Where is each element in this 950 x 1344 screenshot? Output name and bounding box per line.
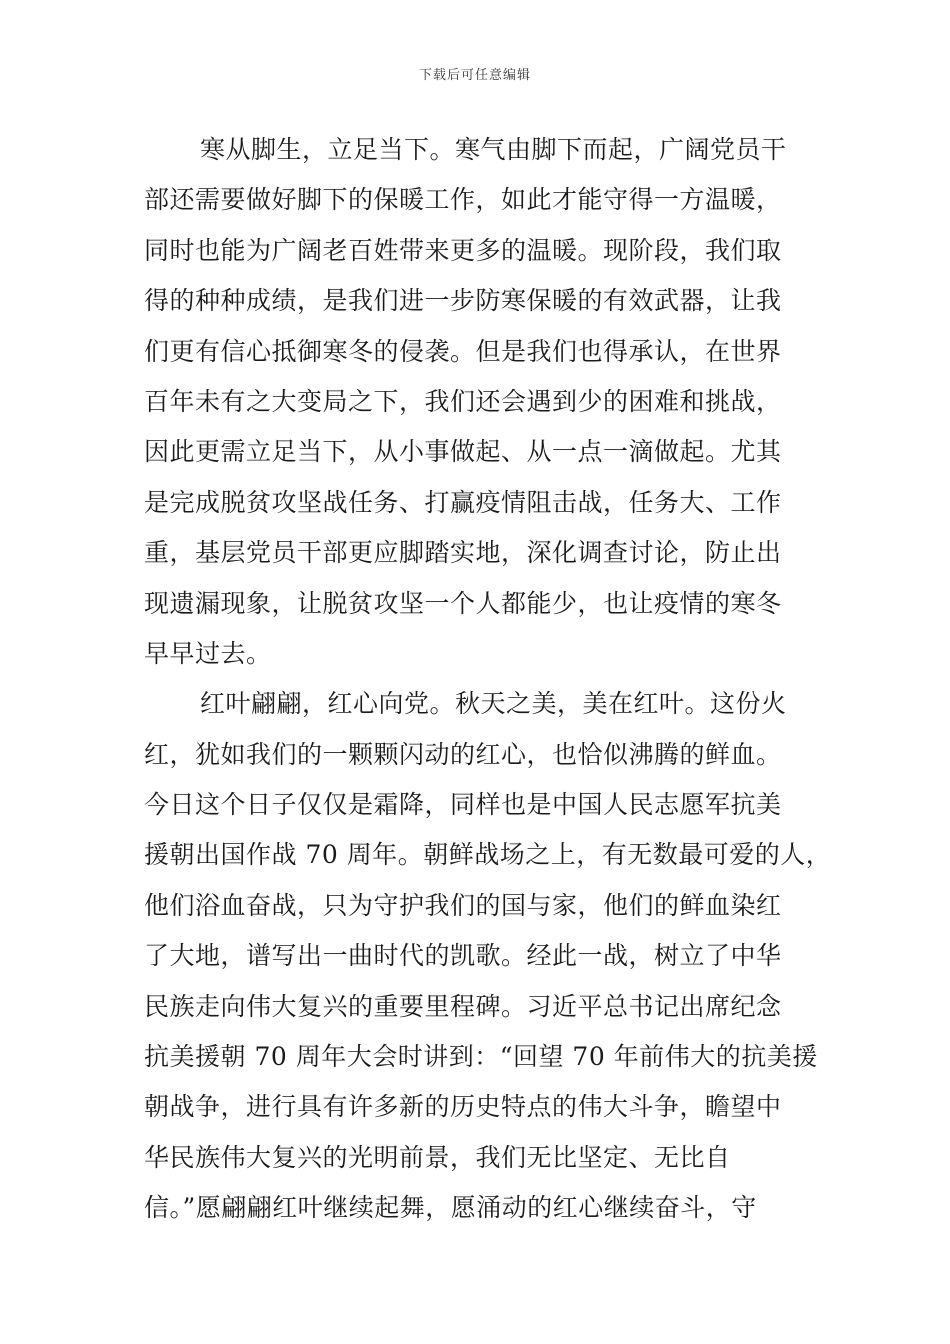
paragraph-1 — [144, 125, 824, 679]
text-line: 民族走向伟大复兴的重要里程碑。习近平总书记出席纪念 — [144, 991, 782, 1021]
text-line: 援朝出国作战 70 周年。朝鲜战场之上，有无数最可爱的人， — [144, 840, 832, 870]
text-line: 现遗漏现象，让脱贫攻坚一个人都能少，也让疫情的寒冬 — [144, 588, 782, 618]
document-body — [144, 125, 832, 1234]
page-header: 下载后可任意编辑 — [418, 68, 531, 83]
text-line: 部还需要做好脚下的保暖工作，如此才能守得一方温暖， — [144, 185, 782, 215]
text-line: 百年未有之大变局之下，我们还会遇到少的困难和挑战， — [144, 386, 782, 416]
text-line: 华民族伟大复兴的光明前景，我们无比坚定、无比自 — [144, 1142, 731, 1172]
text-line: 得的种种成绩，是我们进一步防寒保暖的有效武器，让我 — [144, 286, 782, 316]
text-line: 寒从脚生，立足当下。寒气由脚下而起，广阔党员干 — [200, 135, 787, 164]
text-line: 信。”愿翩翩红叶继续起舞，愿涌动的红心继续奋斗，守 — [144, 1193, 757, 1223]
text-line: 是完成脱贫攻坚战任务、打赢疫情阻击战，任务大、工作 — [144, 487, 782, 517]
text-line: 朝战争，进行具有许多新的历史特点的伟大斗争，瞻望中 — [144, 1092, 782, 1122]
paragraph-2 — [144, 679, 832, 1233]
text-line: 今日这个日子仅仅是霜降，同样也是中国人民志愿军抗美 — [144, 790, 782, 820]
text-line: 抗美援朝 70 周年大会时讲到：“回望 70 年前伟大的抗美援 — [144, 1042, 818, 1072]
text-line: 早早过去。 — [144, 638, 272, 668]
text-line: 重，基层党员干部更应脚踏实地，深化调查讨论，防止出 — [144, 538, 782, 568]
text-line: 同时也能为广阔老百姓带来更多的温暖。现阶段，我们取 — [144, 235, 782, 265]
text-line: 们更有信心抵御寒冬的侵袭。但是我们也得承认，在世界 — [144, 336, 782, 366]
text-line: 他们浴血奋战，只为守护我们的国与家，他们的鲜血染红 — [144, 890, 782, 920]
text-line: 因此更需立足当下，从小事做起、从一点一滴做起。尤其 — [144, 437, 782, 467]
text-line: 红，犹如我们的一颗颗闪动的红心，也恰似沸腾的鲜血。 — [144, 739, 782, 769]
text-line: 了大地，谱写出一曲时代的凯歌。经此一战，树立了中华 — [144, 941, 782, 971]
text-line: 红叶翩翩，红心向党。秋天之美，美在红叶。这份火 — [200, 689, 787, 719]
